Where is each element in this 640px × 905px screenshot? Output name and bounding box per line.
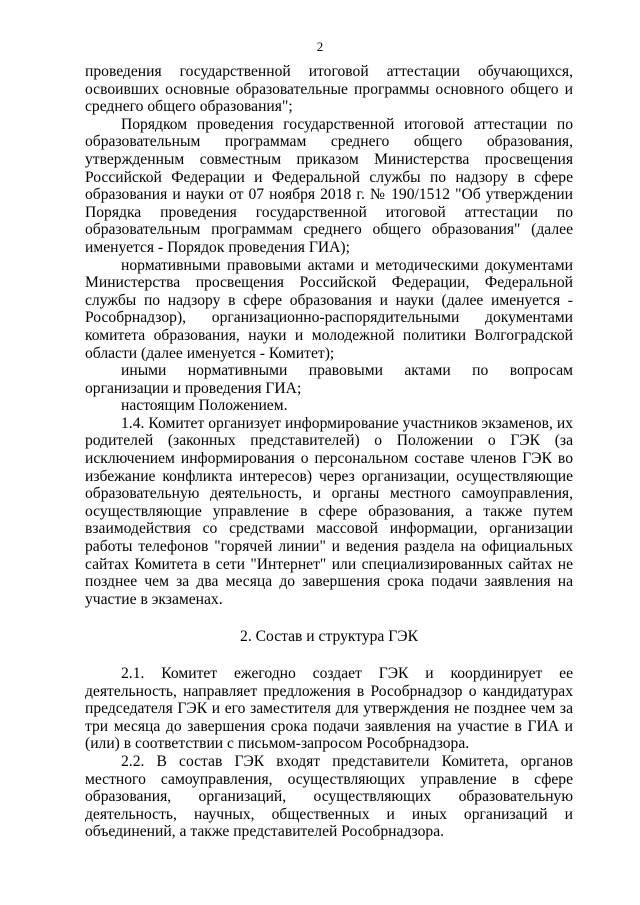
document-body <box>85 63 573 841</box>
page-number: 2 <box>316 39 324 54</box>
spacer <box>85 608 573 628</box>
paragraph-normative-acts: нормативными правовыми актами и методическими документами Министерства просвещения Российской Федерации, Федеральной службы по надзору в сфере образования и науки (далее именуется - Рособрнадзор), организационно-распорядительными документами комитета образования, науки и молодежной политики Волгоградской области (далее именуется - Комитет); <box>85 256 573 362</box>
paragraph-order-gia: Порядком проведения государственной итоговой аттестации по образовательным программам среднего общего образования, утвержденным совместным приказом Министерства просвещения Российской Федерации и Федеральной службы по надзору в сфере образования и науки от 07 ноября 2018 г. № 190/1512 "Об утверждении Порядка проведения государственной итоговой аттестации по образовательным программам среднего общего образования" (далее именуется - Порядок проведения ГИА); <box>85 115 573 256</box>
paragraph-2-1: 2.1. Комитет ежегодно создает ГЭК и координирует ее деятельность, направляет предложения в Рособрнадзор о кандидатурах председателя ГЭК и его заместителя для утверждения не позднее чем за три месяца до завершения срока подачи заявления на участие в ГИА и (или) в соответствии с письмом-запросом Рособрнадзора. <box>85 665 573 753</box>
paragraph-continuation: проведения государственной итоговой аттестации обучающихся, освоивших основные образовательные программы основного общего и среднего общего образования"; <box>85 63 573 116</box>
paragraph-2-2: 2.2. В состав ГЭК входят представители Комитета, органов местного самоуправления, осуществляющих управление в сфере образования, организаций, осуществляющих образовательную деятельность, научных, общественных и иных организаций и объединений, а также представителей Рособрнадзора. <box>85 752 573 841</box>
paragraph-other-acts: иными нормативными правовыми актами по вопросам организации и проведения ГИА; <box>85 362 573 397</box>
spacer <box>85 646 573 665</box>
paragraph-this-regulation: настоящим Положением. <box>121 397 288 415</box>
section-heading-2: 2. Состав и структура ГЭК <box>240 628 418 646</box>
paragraph-1-4: 1.4. Комитет организует информирование участников экзаменов, их родителей (законных представителей) о Положении о ГЭК (за исключением информирования о персональном составе членов ГЭК во избежание конфликта интересов) через организации, осуществляющие образовательную деятельность, и органы местного самоуправления, осуществляющие управление в сфере образования, а также путем взаимодействия со средствами массовой информации, организации работы телефонов "горячей линии" и ведения раздела на официальных сайтах Комитета в сети "Интернет" или специализированных сайтах не позднее чем за два месяца до завершения срока подачи заявления на участие в экзаменах. <box>85 414 573 608</box>
